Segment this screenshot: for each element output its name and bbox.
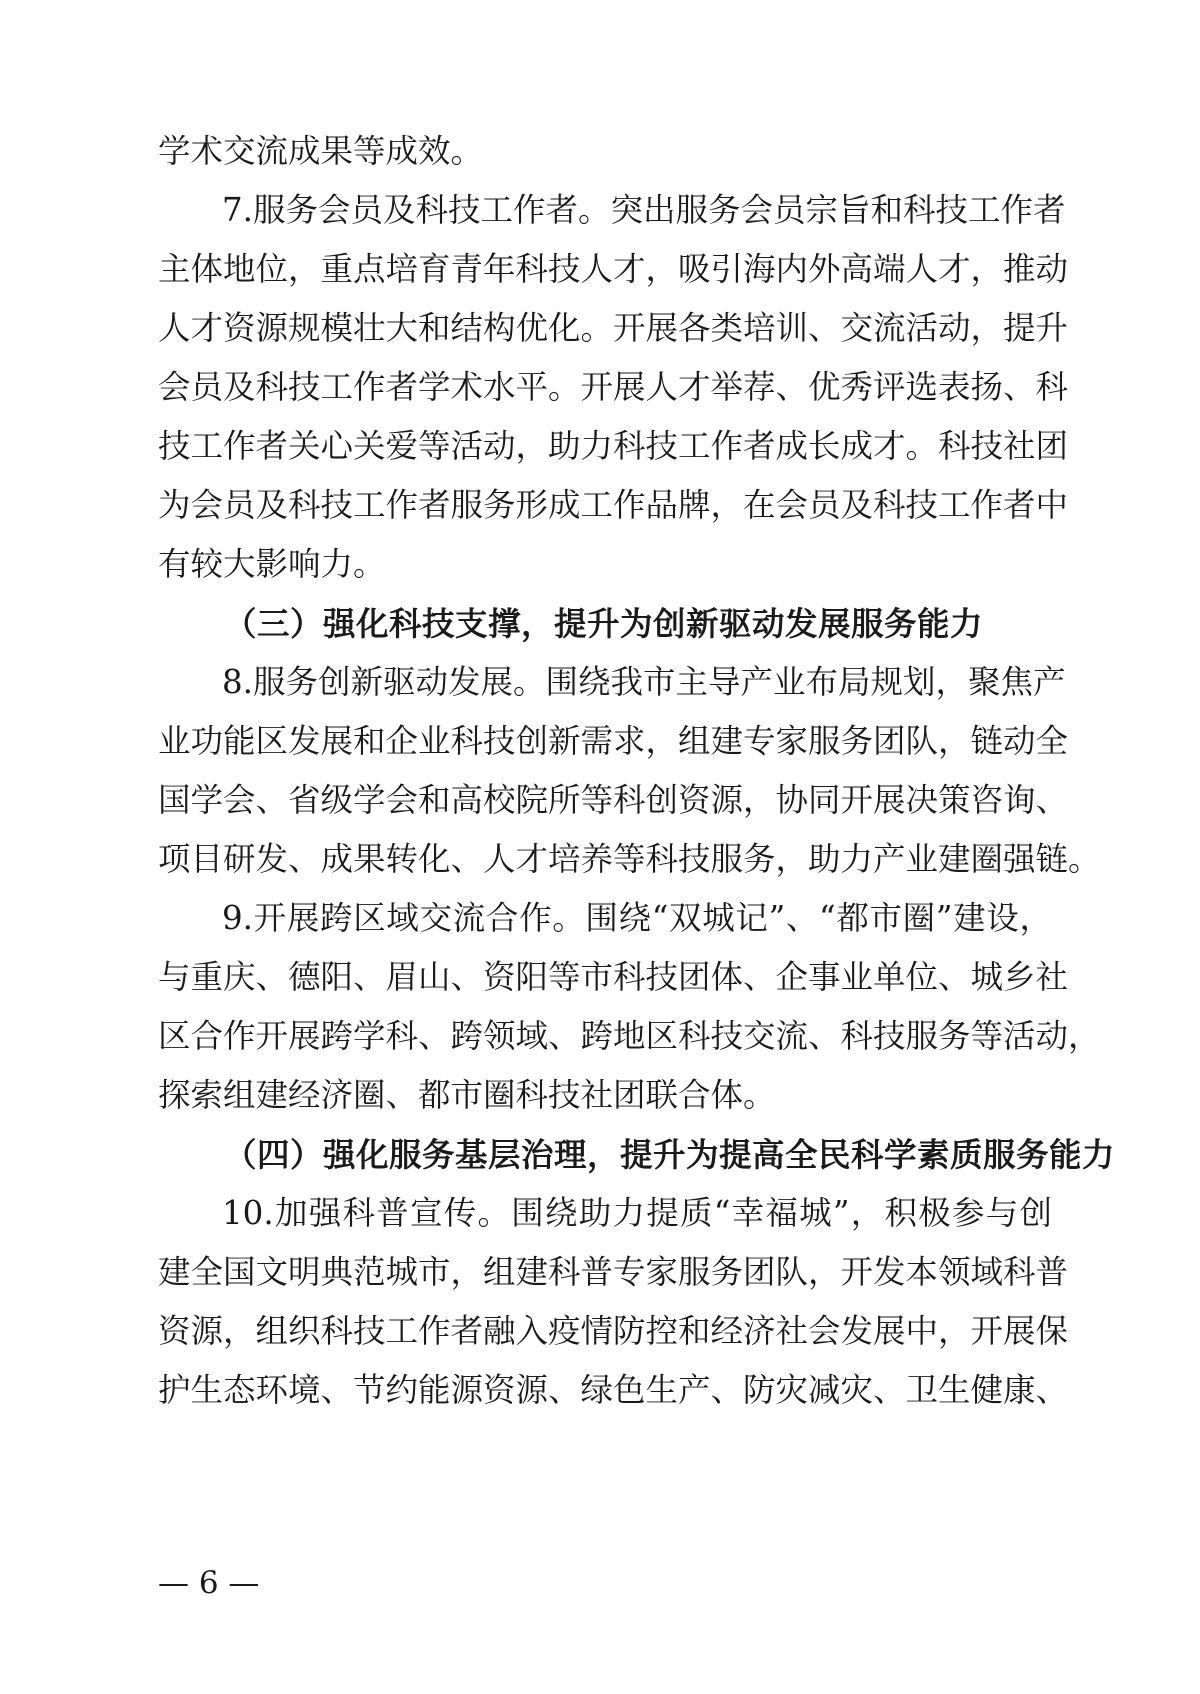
section-heading: （三）强化科技支撑，提升为创新驱动发展服务能力 bbox=[224, 604, 984, 643]
paragraph-line: 与重庆、德阳、眉山、资阳等市科技团体、企事业单位、城乡社 bbox=[158, 958, 1069, 996]
paragraph-line: 7.服务会员及科技工作者。突出服务会员宗旨和科技工作者 bbox=[222, 191, 1066, 229]
paragraph-line: 为会员及科技工作者服务形成工作品牌，在会员及科技工作者中 bbox=[158, 486, 1069, 524]
page-number: — 6 — bbox=[158, 1565, 260, 1601]
paragraph-line: 国学会、省级学会和高校院所等科创资源，协同开展决策咨询、 bbox=[158, 781, 1069, 819]
paragraph-line: 区合作开展跨学科、跨领域、跨地区科技交流、科技服务等活动， bbox=[158, 1017, 1101, 1055]
paragraph-line: 主体地位，重点培育青年科技人才，吸引海内外高端人才，推动 bbox=[158, 250, 1069, 288]
paragraph-line: 有较大影响力。 bbox=[158, 545, 386, 583]
paragraph-line: 人才资源规模壮大和结构优化。开展各类培训、交流活动，提升 bbox=[158, 309, 1069, 347]
paragraph-line: 资源，组织科技工作者融入疫情防控和经济社会发展中，开展保 bbox=[158, 1312, 1069, 1350]
paragraph-line: 技工作者关心关爱等活动，助力科技工作者成长成才。科技社团 bbox=[158, 427, 1069, 465]
paragraph-line: 建全国文明典范城市，组建科普专家服务团队，开发本领域科普 bbox=[158, 1253, 1069, 1291]
paragraph-line: 9.开展跨区域交流合作。围绕“双城记”、“都市圈”建设， bbox=[222, 899, 1052, 937]
section-heading: （四）强化服务基层治理，提升为提高全民科学素质服务能力 bbox=[224, 1135, 1116, 1174]
paragraph-line: 会员及科技工作者学术水平。开展人才举荐、优秀评选表扬、科 bbox=[158, 368, 1069, 406]
paragraph-line: 业功能区发展和企业科技创新需求，组建专家服务团队，链动全 bbox=[158, 722, 1069, 760]
paragraph-line: 10.加强科普宣传。围绕助力提质“幸福城”，积极参与创 bbox=[222, 1194, 1052, 1232]
paragraph-line: 学术交流成果等成效。 bbox=[158, 132, 484, 170]
paragraph-line: 护生态环境、节约能源资源、绿色生产、防灾减灾、卫生健康、 bbox=[158, 1371, 1069, 1409]
paragraph-line: 8.服务创新驱动发展。围绕我市主导产业布局规划，聚焦产 bbox=[222, 663, 1066, 701]
body-text bbox=[158, 122, 1116, 1420]
paragraph-line: 项目研发、成果转化、人才培养等科技服务，助力产业建圈强链。 bbox=[158, 840, 1101, 878]
paragraph-line: 探索组建经济圈、都市圈科技社团联合体。 bbox=[158, 1076, 776, 1114]
